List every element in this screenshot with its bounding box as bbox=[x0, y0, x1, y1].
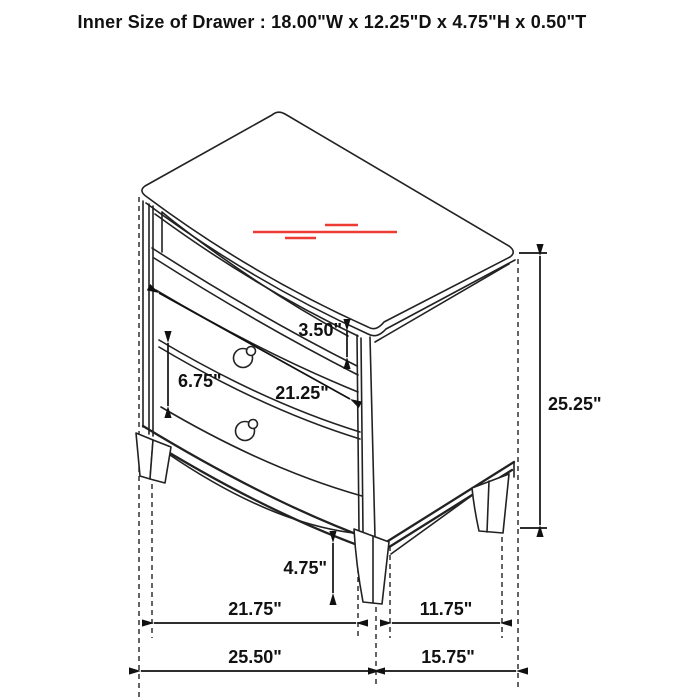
dim-label-drawer-width: 21.25" bbox=[275, 383, 329, 403]
leg-front-right bbox=[354, 529, 389, 604]
dim-shelf-height bbox=[298, 320, 347, 357]
dim-drawer-height bbox=[168, 343, 222, 406]
dim-leg-height bbox=[283, 543, 333, 593]
dim-overall-width bbox=[141, 647, 373, 671]
knob-bottom-drawer bbox=[236, 420, 258, 441]
dim-front-leg-span bbox=[154, 599, 356, 623]
dim-overall-depth bbox=[380, 647, 516, 671]
dim-label-drawer-height: 6.75" bbox=[178, 371, 222, 391]
dim-label-shelf-height: 3.50" bbox=[298, 320, 342, 340]
top-surface bbox=[142, 112, 515, 335]
dim-label-front-leg-span: 21.75" bbox=[228, 599, 282, 619]
knob-top-drawer bbox=[234, 347, 256, 368]
dim-overall-height bbox=[519, 253, 602, 528]
diagram-title: Inner Size of Drawer : 18.00"W x 12.25"D x 4.75"H x 0.50"T bbox=[77, 12, 587, 32]
dim-side-leg-span bbox=[392, 599, 500, 623]
leg-rear-right bbox=[472, 474, 509, 533]
dim-label-leg-height: 4.75" bbox=[283, 558, 327, 578]
dim-label-overall-height: 25.25" bbox=[548, 394, 602, 414]
dim-label-overall-depth: 15.75" bbox=[421, 647, 475, 667]
dim-label-side-leg-span: 11.75" bbox=[419, 599, 473, 619]
dim-label-overall-width: 25.50" bbox=[228, 647, 282, 667]
